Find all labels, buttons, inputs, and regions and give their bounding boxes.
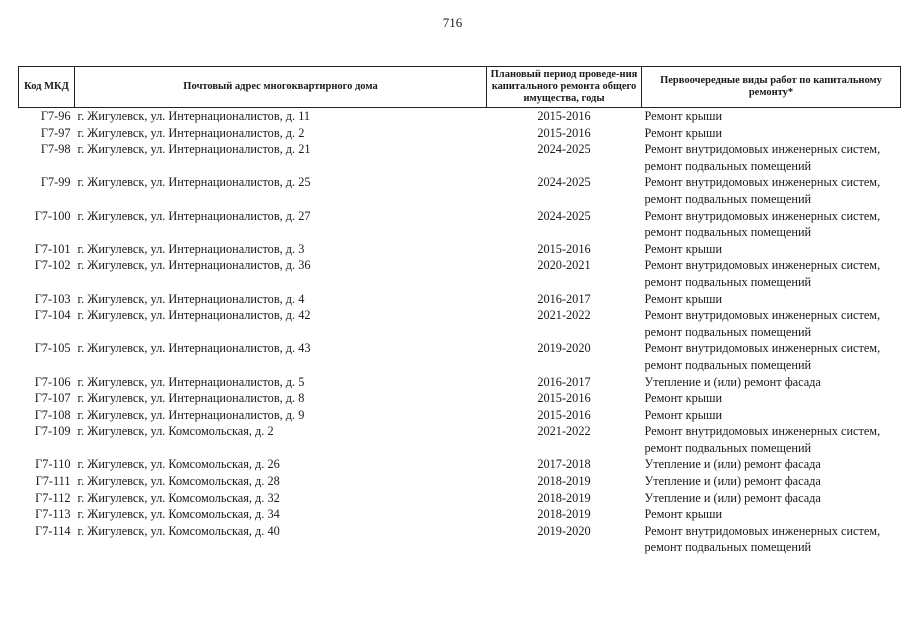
work-line-1: Утепление и (или) ремонт фасада	[644, 457, 821, 472]
work-line-2: ремонт подвальных помещений	[644, 540, 812, 555]
row-period: 2017-2018	[537, 457, 591, 472]
row-address: г. Жигулевск, ул. Интернационалистов, д. 43	[77, 341, 311, 356]
row-address: г. Жигулевск, ул. Комсомольская, д. 40	[77, 523, 280, 538]
work-line-1: Утепление и (или) ремонт фасада	[644, 374, 821, 389]
table-row	[19, 407, 901, 424]
row-code: Г7-104	[34, 308, 71, 323]
work-line-2: ремонт подвальных помещений	[644, 357, 812, 372]
table-row	[19, 456, 901, 473]
row-address: г. Жигулевск, ул. Интернационалистов, д. 11	[77, 109, 311, 123]
row-period: 2018-2019	[537, 474, 591, 489]
row-period: 2024-2025	[537, 208, 591, 223]
work-line-1: Ремонт крыши	[644, 241, 723, 256]
table-row	[19, 374, 901, 391]
work-line-1: Утепление и (или) ремонт фасада	[644, 490, 821, 505]
table-row	[19, 241, 901, 258]
work-line-2: ремонт подвальных помещений	[644, 324, 812, 339]
row-code: Г7-108	[34, 407, 71, 422]
work-line-2: ремонт подвальных помещений	[644, 440, 812, 455]
row-works	[642, 208, 901, 241]
row-address: г. Жигулевск, ул. Интернационалистов, д. 36	[77, 258, 311, 273]
work-line-1: Утепление и (или) ремонт фасада	[644, 474, 821, 489]
page-number: 716	[442, 15, 463, 30]
table-row	[19, 490, 901, 507]
row-code: Г7-113	[35, 507, 71, 522]
row-address: г. Жигулевск, ул. Интернационалистов, д. 9	[77, 407, 305, 422]
work-line-1: Ремонт внутридомовых инженерных систем,	[644, 175, 881, 190]
row-period: 2020-2021	[537, 258, 591, 273]
row-period: 2016-2017	[537, 374, 591, 389]
row-code: Г7-101	[34, 241, 71, 256]
row-address: г. Жигулевск, ул. Интернационалистов, д. 2	[77, 125, 305, 140]
row-works	[642, 490, 901, 507]
row-code: Г7-109	[34, 424, 71, 439]
work-line-1: Ремонт крыши	[644, 507, 723, 522]
capital-repair-table	[18, 66, 900, 556]
row-works	[642, 108, 901, 125]
row-works	[642, 241, 901, 258]
table-row	[19, 141, 901, 174]
work-line-1: Ремонт крыши	[644, 109, 723, 123]
header-address: Почтовый адрес многоквартирного дома	[75, 67, 487, 108]
header-works: Первоочередные виды работ по капитальному ремонту*	[642, 67, 901, 108]
row-code: Г7-114	[35, 523, 71, 538]
row-code: Г7-103	[34, 291, 71, 306]
table-row	[19, 307, 901, 340]
row-works	[642, 390, 901, 407]
table-row	[19, 174, 901, 207]
table-row	[19, 423, 901, 456]
row-code: Г7-105	[34, 341, 71, 356]
row-code: Г7-110	[35, 457, 71, 472]
row-works	[642, 423, 901, 456]
row-address: г. Жигулевск, ул. Интернационалистов, д. 42	[77, 308, 311, 323]
row-address: г. Жигулевск, ул. Интернационалистов, д. 3	[77, 241, 305, 256]
table-header-row	[19, 67, 901, 108]
row-address: г. Жигулевск, ул. Интернационалистов, д. 4	[77, 291, 305, 306]
row-period: 2015-2016	[537, 391, 591, 406]
row-address: г. Жигулевск, ул. Интернационалистов, д. 8	[77, 391, 305, 406]
work-line-1: Ремонт внутридомовых инженерных систем,	[644, 424, 881, 439]
row-code: Г7-112	[35, 490, 71, 505]
row-works	[642, 374, 901, 391]
row-works	[642, 257, 901, 290]
row-works	[642, 407, 901, 424]
row-address: г. Жигулевск, ул. Комсомольская, д. 2	[77, 424, 274, 439]
row-code: Г7-98	[40, 142, 71, 157]
row-works	[642, 506, 901, 523]
table-row	[19, 390, 901, 407]
work-line-2: ремонт подвальных помещений	[644, 225, 812, 240]
row-address: г. Жигулевск, ул. Комсомольская, д. 32	[77, 490, 280, 505]
work-line-1: Ремонт крыши	[644, 291, 723, 306]
row-code: Г7-106	[34, 374, 71, 389]
row-period: 2015-2016	[537, 407, 591, 422]
row-address: г. Жигулевск, ул. Комсомольская, д. 34	[77, 507, 280, 522]
row-code: Г7-102	[34, 258, 71, 273]
row-period: 2024-2025	[537, 142, 591, 157]
table-row	[19, 523, 901, 556]
table-row	[19, 125, 901, 142]
row-period: 2016-2017	[537, 291, 591, 306]
work-line-2: ремонт подвальных помещений	[644, 274, 812, 289]
table-row	[19, 108, 901, 125]
row-works	[642, 456, 901, 473]
header-code: Код МКД	[19, 67, 75, 108]
row-period: 2018-2019	[537, 507, 591, 522]
table-row	[19, 208, 901, 241]
row-period: 2019-2020	[537, 523, 591, 538]
work-line-1: Ремонт крыши	[644, 391, 723, 406]
work-line-2: ремонт подвальных помещений	[644, 191, 812, 206]
row-code: Г7-100	[34, 208, 71, 223]
work-line-1: Ремонт крыши	[644, 125, 723, 140]
work-line-1: Ремонт внутридомовых инженерных систем,	[644, 341, 881, 356]
row-code: Г7-97	[40, 125, 71, 140]
row-address: г. Жигулевск, ул. Интернационалистов, д. 21	[77, 142, 311, 157]
table-row	[19, 473, 901, 490]
row-period: 2024-2025	[537, 175, 591, 190]
work-line-1: Ремонт внутридомовых инженерных систем,	[644, 142, 881, 157]
table-row	[19, 291, 901, 308]
table-row	[19, 506, 901, 523]
row-works	[642, 174, 901, 207]
work-line-1: Ремонт внутридомовых инженерных систем,	[644, 308, 881, 323]
row-works	[642, 307, 901, 340]
row-period: 2015-2016	[537, 241, 591, 256]
row-code: Г7-107	[34, 391, 71, 406]
row-works	[642, 125, 901, 142]
row-period: 2015-2016	[537, 125, 591, 140]
work-line-2: ремонт подвальных помещений	[644, 158, 812, 173]
row-address: г. Жигулевск, ул. Интернационалистов, д. 5	[77, 374, 305, 389]
row-code: Г7-96	[40, 109, 71, 123]
row-period: 2019-2020	[537, 341, 591, 356]
row-code: Г7-99	[40, 175, 71, 190]
header-period: Плановый период проведе-ния капитального ремонта общего имущества, годы	[487, 67, 642, 108]
work-line-1: Ремонт внутридомовых инженерных систем,	[644, 523, 881, 538]
work-line-1: Ремонт внутридомовых инженерных систем,	[644, 258, 881, 273]
row-works	[642, 291, 901, 308]
row-period: 2015-2016	[537, 109, 591, 123]
row-address: г. Жигулевск, ул. Интернационалистов, д. 25	[77, 175, 311, 190]
row-works	[642, 340, 901, 373]
work-line-1: Ремонт крыши	[644, 407, 723, 422]
row-address: г. Жигулевск, ул. Комсомольская, д. 26	[77, 457, 280, 472]
row-works	[642, 523, 901, 556]
row-code: Г7-111	[35, 474, 71, 489]
row-period: 2021-2022	[537, 424, 591, 439]
row-address: г. Жигулевск, ул. Комсомольская, д. 28	[77, 474, 280, 489]
row-works	[642, 141, 901, 174]
row-period: 2021-2022	[537, 308, 591, 323]
table-row	[19, 257, 901, 290]
row-period: 2018-2019	[537, 490, 591, 505]
row-works	[642, 473, 901, 490]
work-line-1: Ремонт внутридомовых инженерных систем,	[644, 208, 881, 223]
row-address: г. Жигулевск, ул. Интернационалистов, д. 27	[77, 208, 311, 223]
table-row	[19, 340, 901, 373]
